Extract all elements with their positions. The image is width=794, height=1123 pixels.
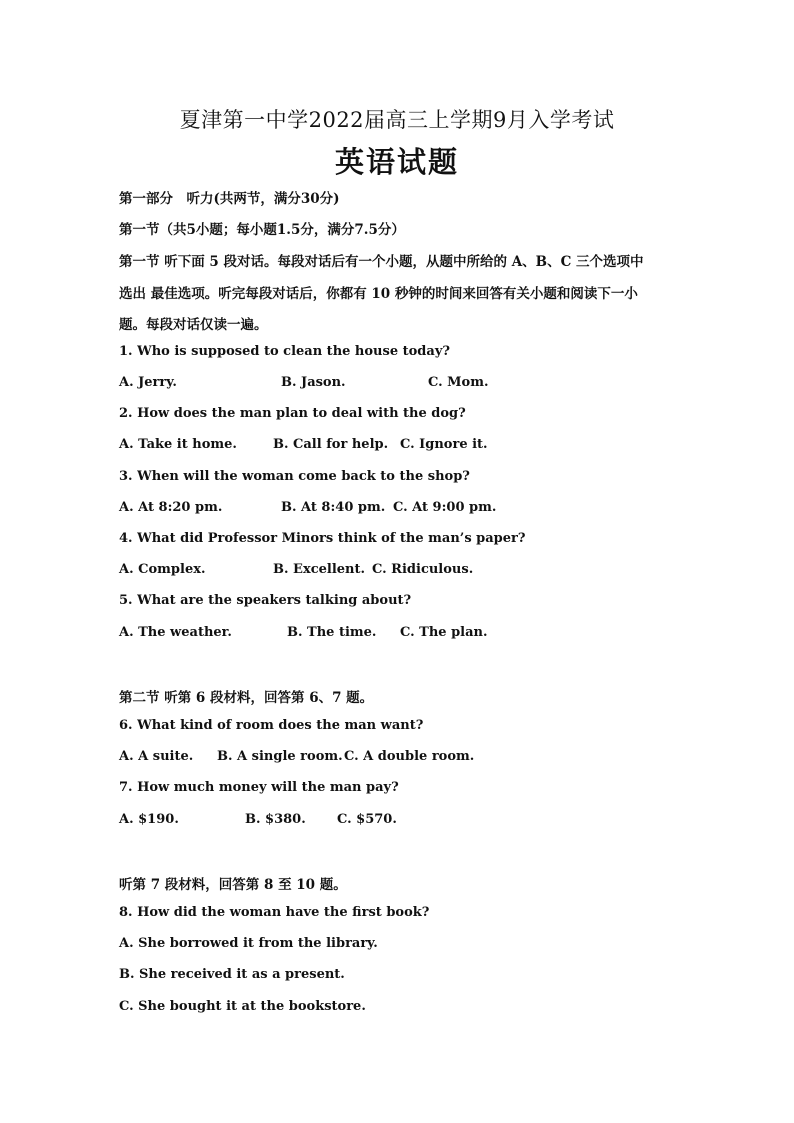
passage7-heading: 听第 7 段材料，回答第 8 至 10 题。 <box>119 877 347 893</box>
q6-option-c: C. A double room. <box>344 749 475 764</box>
q7-option-b: B. $380. <box>245 812 306 827</box>
instructions-line-2: 选出 最佳选项。听完每段对话后，你都有 10 秒钟的时间来回答有关小题和阅读下一小 <box>119 286 638 302</box>
q8-option-c: C. She bought it at the bookstore. <box>119 999 366 1014</box>
q4-option-b: B. Excellent. <box>273 562 366 577</box>
question-4: 4. What did Professor Minors think of the man’s paper? <box>119 531 526 546</box>
q1-option-a: A. Jerry. <box>119 375 177 390</box>
section2-heading: 第二节 听第 6 段材料，回答第 6、7 题。 <box>119 690 374 706</box>
q1-option-c: C. Mom. <box>428 375 489 390</box>
q7-option-a: A. $190. <box>119 812 179 827</box>
question-6: 6. What kind of room does the man want? <box>119 718 424 733</box>
section1-heading: 第一节（共5小题；每小题1.5分，满分7.5分） <box>119 222 405 238</box>
instructions-line-1: 第一节 听下面 5 段对话。每段对话后有一个小题，从题中所给的 A、B、C 三个选项中 <box>119 254 644 270</box>
q6-option-a: A. A suite. <box>119 749 194 764</box>
question-5: 5. What are the speakers talking about? <box>119 593 412 608</box>
question-3: 3. When will the woman come back to the shop? <box>119 469 470 484</box>
question-7: 7. How much money will the man pay? <box>119 780 399 795</box>
q5-option-b: B. The time. <box>287 625 377 640</box>
q3-option-b: B. At 8:40 pm. <box>281 500 386 515</box>
q2-option-a: A. Take it home. <box>119 437 237 452</box>
q3-option-a: A. At 8:20 pm. <box>119 500 223 515</box>
q5-option-c: C. The plan. <box>400 625 488 640</box>
q8-option-a: A. She borrowed it from the library. <box>119 936 378 951</box>
q2-option-c: C. Ignore it. <box>400 437 488 452</box>
q2-option-b: B. Call for help. <box>273 437 389 452</box>
question-1: 1. Who is supposed to clean the house today? <box>119 344 450 359</box>
q1-option-b: B. Jason. <box>281 375 346 390</box>
q7-option-c: C. $570. <box>337 812 397 827</box>
q4-option-c: C. Ridiculous. <box>372 562 474 577</box>
question-8: 8. How did the woman have the first book? <box>119 905 430 920</box>
exam-title: 夏津第一中学2022届高三上学期9月入学考试 <box>179 108 615 132</box>
question-2: 2. How does the man plan to deal with the dog? <box>119 406 466 421</box>
q6-option-b: B. A single room. <box>217 749 343 764</box>
part1-heading: 第一部分 听力(共两节，满分30分) <box>119 191 340 207</box>
instructions-line-3: 题。每段对话仅读一遍。 <box>119 317 268 333</box>
q3-option-c: C. At 9:00 pm. <box>393 500 497 515</box>
exam-subtitle: 英语试题 <box>334 145 459 179</box>
q4-option-a: A. Complex. <box>119 562 206 577</box>
q8-option-b: B. She received it as a present. <box>119 967 345 982</box>
q5-option-a: A. The weather. <box>119 625 232 640</box>
